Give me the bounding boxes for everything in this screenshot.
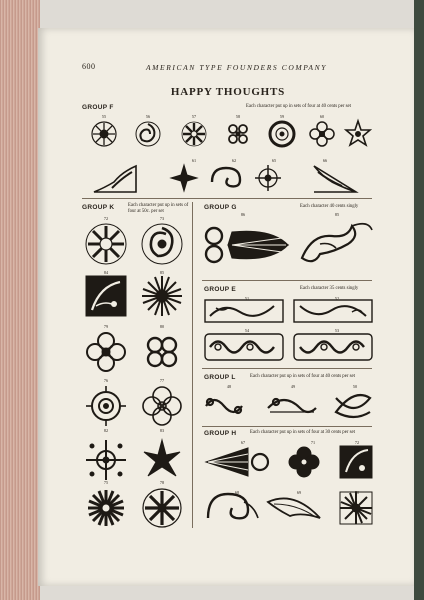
- group-e-ornaments: [204, 298, 374, 364]
- group-l-ornaments: [204, 388, 374, 422]
- ornament-number: 71: [310, 440, 316, 445]
- group-l-heading: GROUP L: [204, 374, 236, 381]
- ornament-number: 52: [334, 296, 340, 301]
- group-g-ornaments: [202, 214, 376, 274]
- ornament-spiral-cluster: [229, 125, 247, 143]
- page-title: HAPPY THOUGHTS: [170, 86, 286, 98]
- ornament-g-acanthus-scroll: [302, 224, 372, 261]
- group-l-note: Each character put up in sets of four at 40 cents per set: [250, 374, 355, 379]
- ornament-number: 59: [279, 114, 285, 119]
- ornament-paisley: [212, 168, 240, 186]
- ornament-h-starburst: [340, 492, 372, 524]
- ornament-number: 61: [191, 158, 197, 163]
- ornament-h-feather: [268, 498, 320, 518]
- ornament-number: 78: [159, 480, 165, 485]
- ornament-l-knot: [336, 395, 370, 417]
- ornament-e-border-2: [294, 300, 372, 322]
- ornament-number: 62: [231, 158, 237, 163]
- ornament-k-daisy-1: [86, 224, 126, 264]
- ornament-l-scroll-1: [206, 399, 242, 413]
- ornament-k-cross-flower: [87, 333, 125, 371]
- ornament-number: 72: [354, 440, 360, 445]
- group-h-ornaments: [204, 444, 374, 530]
- ornament-number: 57: [191, 114, 197, 119]
- ornament-number: 65: [271, 158, 277, 163]
- ornament-number: 85: [334, 212, 340, 217]
- group-h-heading: GROUP H: [204, 430, 237, 437]
- ornament-number: 77: [159, 378, 165, 383]
- ornament-number: 79: [103, 324, 109, 329]
- ornament-rosette-1: [92, 122, 116, 146]
- group-k-note: Each character put up in sets of four at 50c. per set: [128, 203, 189, 214]
- ornament-star-burst: [171, 165, 197, 191]
- ornament-e-border-3: [205, 334, 283, 360]
- group-g-heading: GROUP G: [204, 204, 237, 211]
- ornament-h-scroll-leaf: [208, 494, 258, 518]
- group-g-note: Each character 40 cents singly: [300, 204, 359, 209]
- ornament-number: 75: [103, 480, 109, 485]
- ornament-k-sun-rays: [88, 490, 124, 526]
- ornament-star-gear: [346, 121, 370, 145]
- group-e-note: Each character 35 cents singly: [300, 286, 359, 291]
- ornament-k-target-cross: [86, 440, 126, 480]
- group-f-ornaments-row1: [82, 116, 372, 156]
- ornament-number: 84: [103, 270, 109, 275]
- ornament-number: 55: [101, 114, 107, 119]
- ornament-k-rose: [86, 386, 126, 426]
- ornament-number: 60: [319, 114, 325, 119]
- ornament-flower-petals: [310, 122, 334, 146]
- group-e-heading: GROUP E: [204, 286, 236, 293]
- ornament-number: 76: [103, 378, 109, 383]
- ornament-e-border-1: [205, 300, 283, 322]
- ornament-target-star: [255, 165, 281, 191]
- group-f-ornaments-row2: [92, 162, 362, 196]
- ornament-k-spiral-cluster: [148, 338, 176, 366]
- ornament-number: 53: [334, 328, 340, 333]
- running-title: AMERICAN TYPE FOUNDERS COMPANY: [146, 63, 327, 72]
- ornament-number: 67: [240, 440, 246, 445]
- ornament-number: 68: [234, 490, 240, 495]
- ornament-k-wheel: [143, 489, 181, 527]
- ornament-corner-left: [94, 166, 136, 192]
- ornament-number: 85: [159, 270, 165, 275]
- group-k-heading: GROUP K: [82, 204, 115, 211]
- book-cover-edge: [414, 0, 424, 600]
- ornament-number: 72: [103, 216, 109, 221]
- ornament-number: 49: [290, 384, 296, 389]
- ornament-number: 80: [159, 324, 165, 329]
- group-f-note: Each character put up in sets of four at 40 cents per set: [246, 104, 351, 109]
- ornament-number: 56: [145, 114, 151, 119]
- book-page-edges: [0, 0, 40, 600]
- ornament-number: 73: [159, 216, 165, 221]
- ornament-number: 86: [240, 212, 246, 217]
- ornament-number: 58: [235, 114, 241, 119]
- ornament-number: 82: [103, 428, 109, 433]
- ornament-sunburst: [270, 122, 294, 146]
- ornament-daisy-1: [182, 122, 206, 146]
- ornament-g-fan-palmette: [206, 228, 288, 262]
- ornament-number: 54: [244, 328, 250, 333]
- ornament-number: 69: [296, 490, 302, 495]
- group-f-heading: GROUP F: [82, 104, 114, 111]
- ornament-e-border-4: [294, 334, 372, 360]
- ornament-corner-right: [314, 166, 356, 192]
- ornament-k-star-eight: [144, 440, 180, 476]
- ornament-k-starburst: [142, 276, 182, 316]
- ornament-number: 83: [159, 428, 165, 433]
- ornament-number: 70: [354, 490, 360, 495]
- ornament-h-fan: [206, 448, 268, 476]
- group-h-note: Each character put up in sets of four at 30 cents per set: [250, 430, 355, 435]
- ornament-k-dark-square: [86, 276, 126, 316]
- ornament-h-dark-square: [340, 446, 372, 478]
- ornament-spiral-1: [136, 122, 160, 146]
- ornament-number: 50: [352, 384, 358, 389]
- ornament-h-clover: [289, 447, 319, 477]
- ornament-number: 51: [244, 296, 250, 301]
- ornament-l-scroll-2: [268, 399, 316, 412]
- page-number: 600: [82, 62, 96, 71]
- ornament-number: 66: [322, 158, 328, 163]
- ornament-k-flower-open: [143, 387, 181, 425]
- ornament-number: 48: [226, 384, 232, 389]
- ornament-k-swirl-flower: [142, 224, 182, 264]
